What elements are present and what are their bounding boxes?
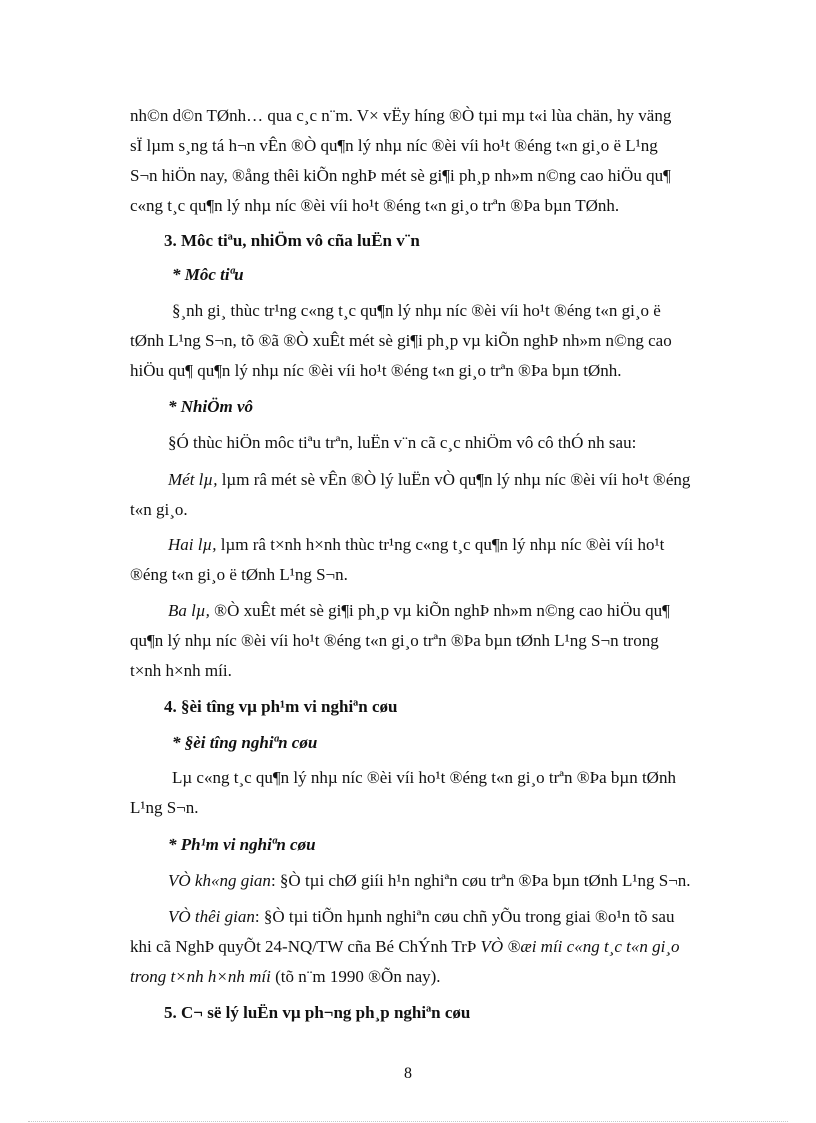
page-bottom-rule [28,1121,788,1122]
paragraph-lead: VÒ thêi gian [168,907,255,926]
page-number: 8 [404,1065,412,1082]
subsection-heading: * Môc tiªu [172,265,244,284]
body-text-italic: trong t×nh h×nh míi [130,967,271,986]
body-text-line: §¸nh gi¸ thùc tr¹ng c«ng t¸c qu¶n lý nhµ níc ®èi víi ho¹t ®éng t«n gi¸o ë [172,301,661,320]
body-text-line [168,870,691,892]
body-text-span: ®Ò xuÊt mét sè gi¶i ph¸p vµ kiÕn nghÞ nh»m n©ng cao hiÖu qu¶ [209,601,670,620]
body-text-line [168,534,664,556]
body-text-line: S¬n hiÖn nay, ®ång thêi kiÕn nghÞ mét sè gi¶i ph¸p nh»m n©ng cao hiÖu qu¶ [130,166,671,185]
body-text-line: c«ng t¸c qu¶n lý nhµ níc ®èi víi ho¹t ®éng t«n gi¸o trªn ®Þa bµn TØnh. [130,196,620,215]
section-heading: 3. Môc tiªu, nhiÖm vô cña luËn v¨n [164,231,420,250]
body-text-line [168,600,670,622]
section-heading: 4. §èi tîng vµ ph¹m vi nghiªn cøu [164,697,398,716]
section-heading: 5. C¬ së lý luËn vµ ph¬ng ph¸p nghiªn cøu [164,1003,471,1022]
body-text-line [168,469,690,491]
body-text-italic: VÒ ®æi míi c«ng t¸c t«n gi¸o [480,937,680,956]
body-text-line: tØnh L¹ng S¬n, tõ ®ã ®Ò xuÊt mét sè gi¶i ph¸p vµ kiÕn nghÞ nh»m n©ng cao [130,331,672,350]
body-text-line: hiÖu qu¶ qu¶n lý nhµ níc ®èi víi ho¹t ®éng t«n gi¸o trªn ®Þa bµn tØnh. [130,361,622,380]
body-text-line: t×nh h×nh míi. [130,661,232,680]
body-text-line: ®éng t«n gi¸o ë tØnh L¹ng S¬n. [130,565,348,584]
body-text-span: : §Ò tµi tiÕn hµnh nghiªn cøu chñ yÕu trong giai ®o¹n tõ sau [254,907,675,926]
body-text-line: §Ó thùc hiÖn môc tiªu trªn, luËn v¨n cã c¸c nhiÖm vô cô thÓ nh sau: [168,433,637,452]
paragraph-lead: Hai lµ, [168,535,217,554]
body-text-span: lµm râ mét sè vÊn ®Ò lý luËn vÒ qu¶n lý nhµ níc ®èi víi ho¹t ®éng [217,470,691,489]
body-text-line: nh©n d©n TØnh… qua c¸c n¨m. V× vËy híng ®Ò tµi mµ t«i lùa chän, hy väng [130,106,672,125]
body-text-line [130,966,441,988]
body-text-span: : §Ò tµi chØ giíi h¹n nghiªn cøu trªn ®Þa bµn tØnh L¹ng S¬n. [270,871,691,890]
subsection-heading: * Ph¹m vi nghiªn cøu [168,835,316,854]
subsection-heading: * NhiÖm vô [168,397,253,416]
body-text-line: t«n gi¸o. [130,500,188,519]
body-text-line: L¹ng S¬n. [130,798,199,817]
paragraph-lead: Mét lµ, [168,470,218,489]
body-text-line: Lµ c«ng t¸c qu¶n lý nhµ níc ®èi víi ho¹t ®éng t«n gi¸o trªn ®Þa bµn tØnh [172,768,676,787]
paragraph-lead: Ba lµ, [168,601,210,620]
body-text-span: khi cã NghÞ quyÕt 24-NQ/TW cña Bé ChÝnh TrÞ [130,937,481,956]
body-text-span: lµm râ t×nh h×nh thùc tr¹ng c«ng t¸c qu¶n lý nhµ níc ®èi víi ho¹t [216,535,665,554]
body-text-line [130,936,680,958]
paragraph-lead: VÒ kh«ng gian [168,871,271,890]
body-text-line: qu¶n lý nhµ níc ®èi víi ho¹t ®éng t«n gi¸o trªn ®Þa bµn tØnh L¹ng S¬n trong [130,631,659,650]
body-text-line [168,906,674,928]
body-text-span: (tõ n¨m 1990 ®Õn nay). [270,967,441,986]
body-text-line: sÏ lµm s¸ng tá h¬n vÊn ®Ò qu¶n lý nhµ níc ®èi víi ho¹t ®éng t«n gi¸o ë L¹ng [130,136,658,155]
subsection-heading: * §èi tîng nghiªn cøu [172,733,318,752]
